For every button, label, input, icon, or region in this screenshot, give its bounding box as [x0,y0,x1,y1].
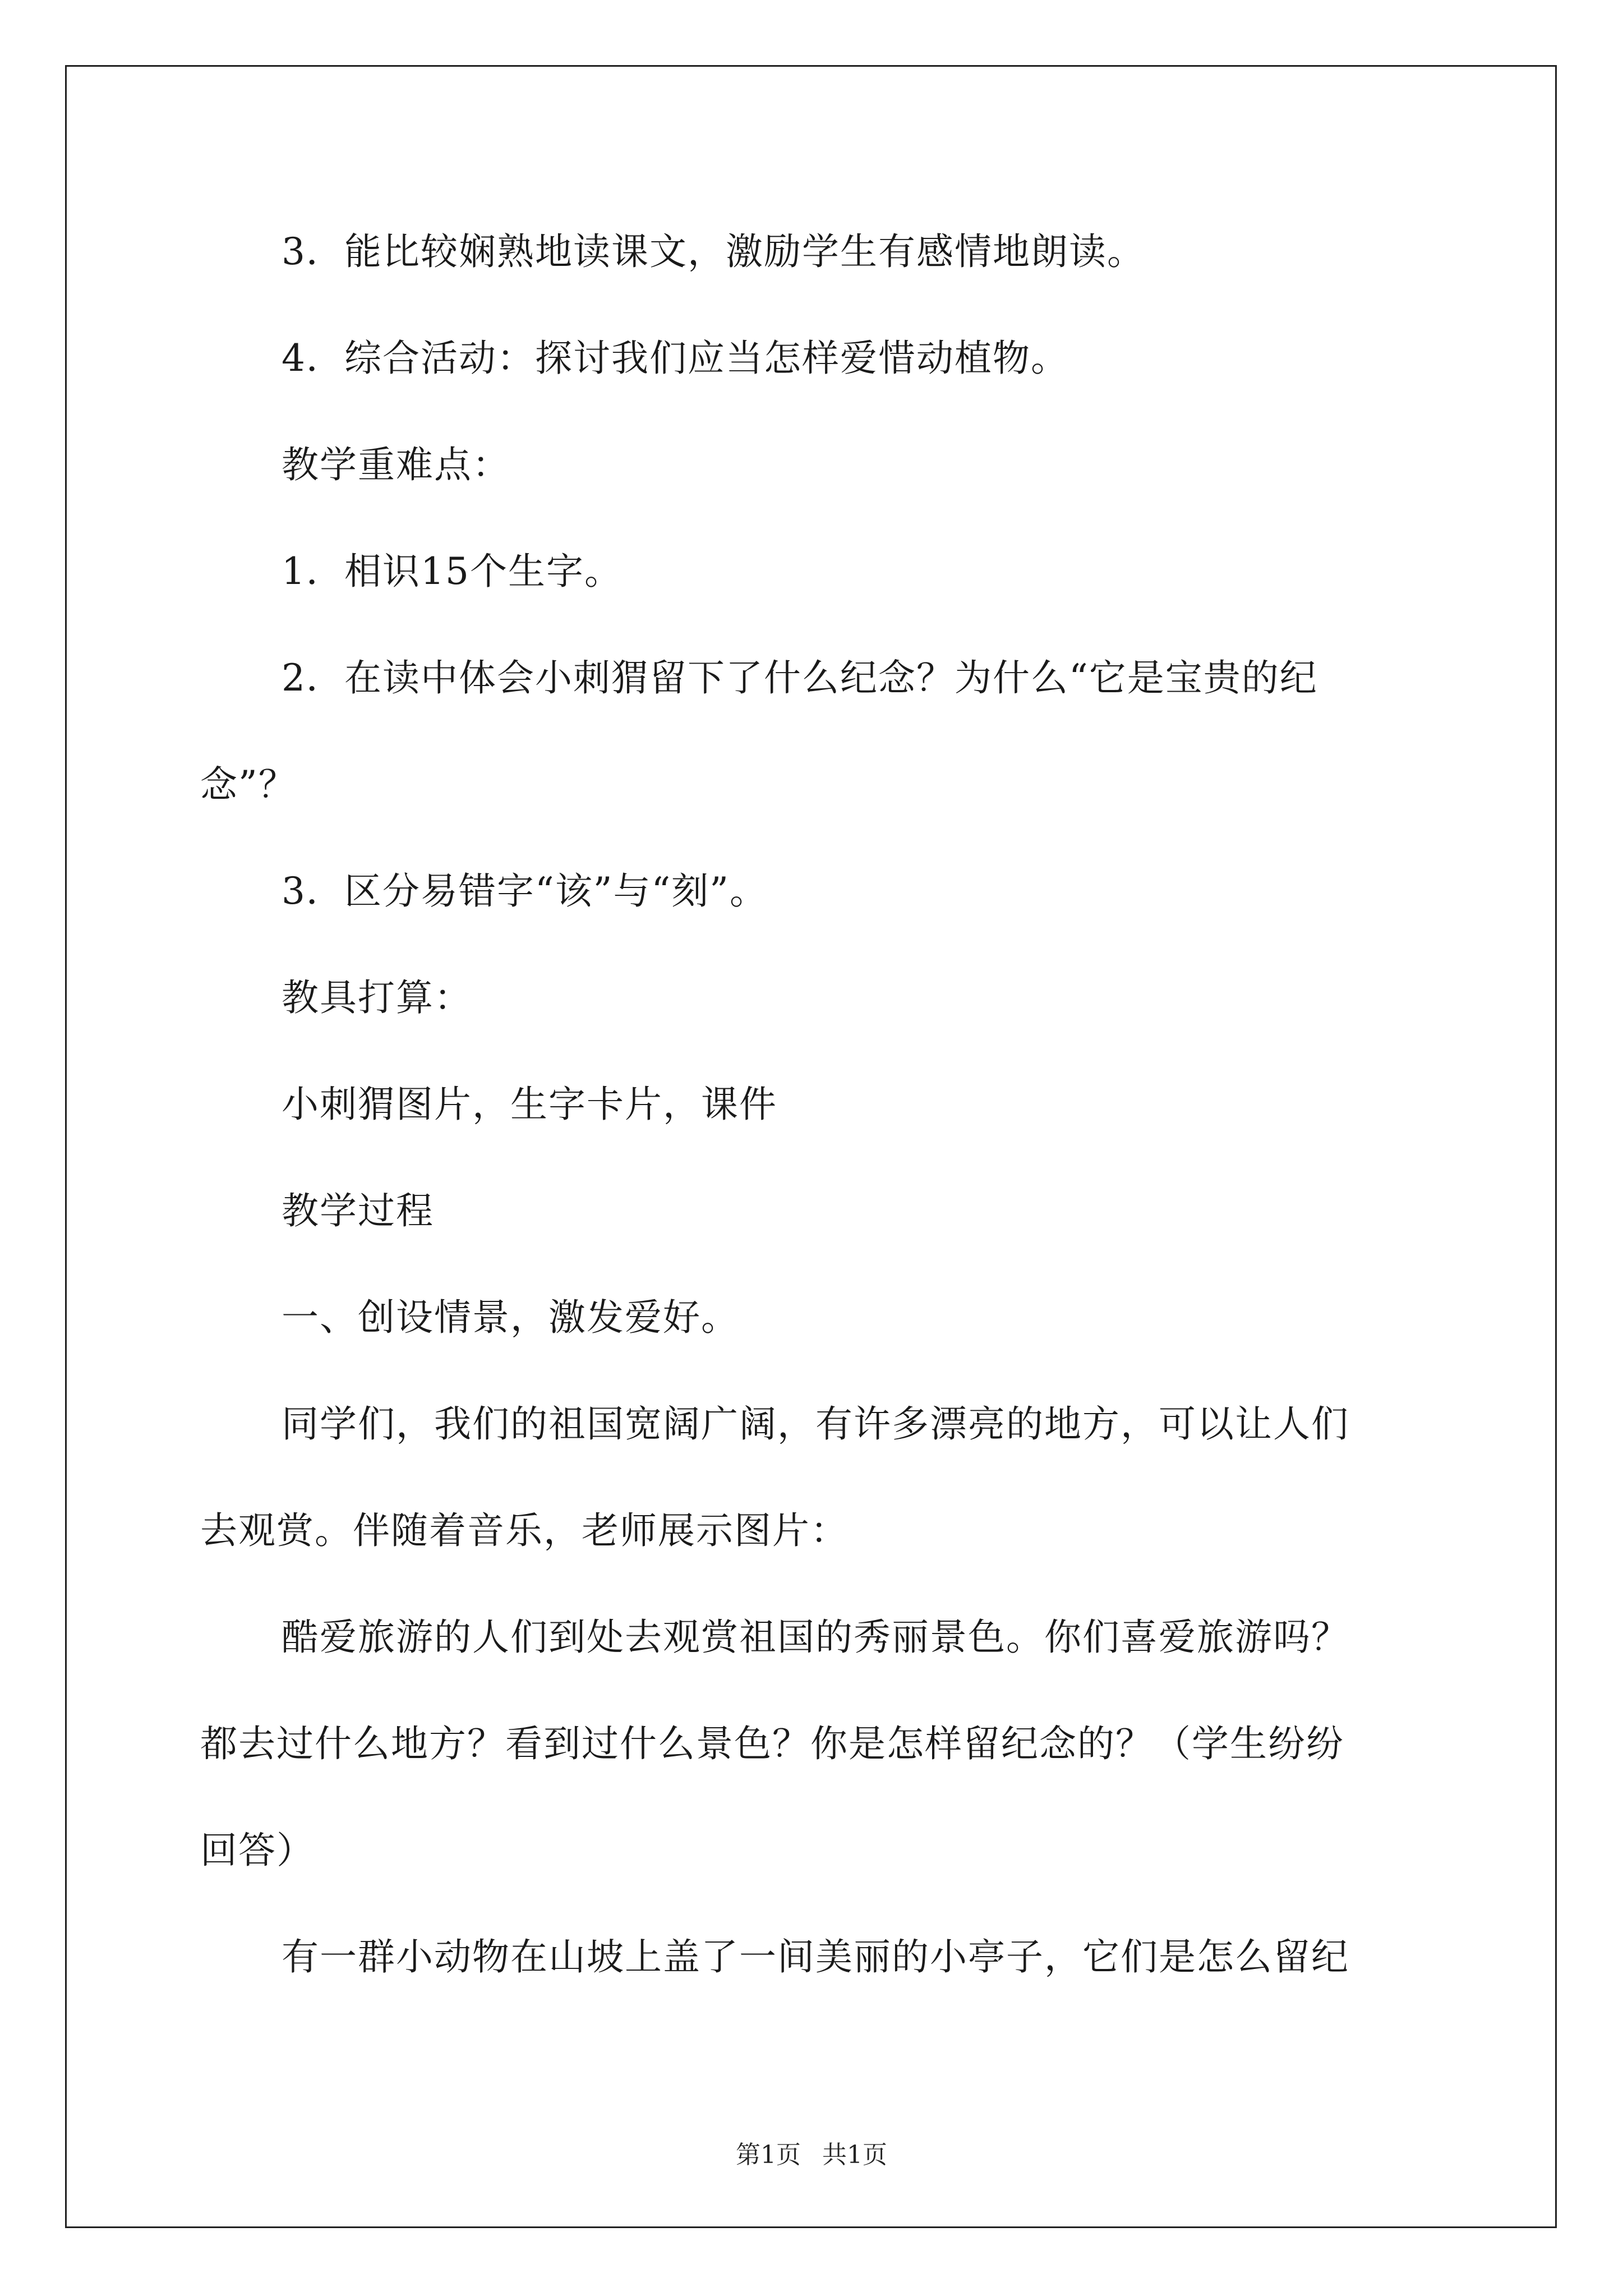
section-heading: 教具打算： [282,976,472,1019]
page-number: 第1页 [736,2141,801,2169]
paragraph: 3．区分易错字“该”与“刻”。 [282,869,768,913]
paragraph: 小刺猬图片，生字卡片，课件 [282,1083,777,1126]
paragraph: 有一群小动物在山坡上盖了一间美丽的小亭子，它们是怎么留纪 [282,1935,1349,1978]
paragraph-continuation: 念”？ [200,763,297,806]
paragraph: 酷爱旅游的人们到处去观赏祖国的秀丽景色。你们喜爱旅游吗？ [282,1616,1349,1659]
page-frame [65,65,1557,2228]
section-heading: 教学过程 [282,1189,434,1232]
paragraph: 同学们，我们的祖国宽阔广阔，有许多漂亮的地方，可以让人们 [282,1402,1349,1446]
paragraph-continuation: 回答） [200,1829,315,1872]
section-heading: 教学重难点： [282,443,510,486]
paragraph-continuation: 都去过什么地方？看到过什么景色？你是怎样留纪念的？（学生纷纷 [200,1722,1344,1765]
paragraph: 1．相识15个生字。 [282,550,623,593]
paragraph-continuation: 去观赏。伴随着音乐，老师展示图片： [200,1509,849,1552]
paragraph: 2．在读中体会小刺猬留下了什么纪念？为什么“它是宝贵的纪 [282,656,1318,700]
paragraph: 3．能比较娴熟地读课文，激励学生有感情地朗读。 [282,230,1145,273]
paragraph: 一、创设情景，激发爱好。 [282,1296,739,1339]
page-footer [0,2142,1623,2169]
page-total: 共1页 [822,2141,887,2169]
paragraph: 4．综合活动：探讨我们应当怎样爱惜动植物。 [282,337,1069,380]
